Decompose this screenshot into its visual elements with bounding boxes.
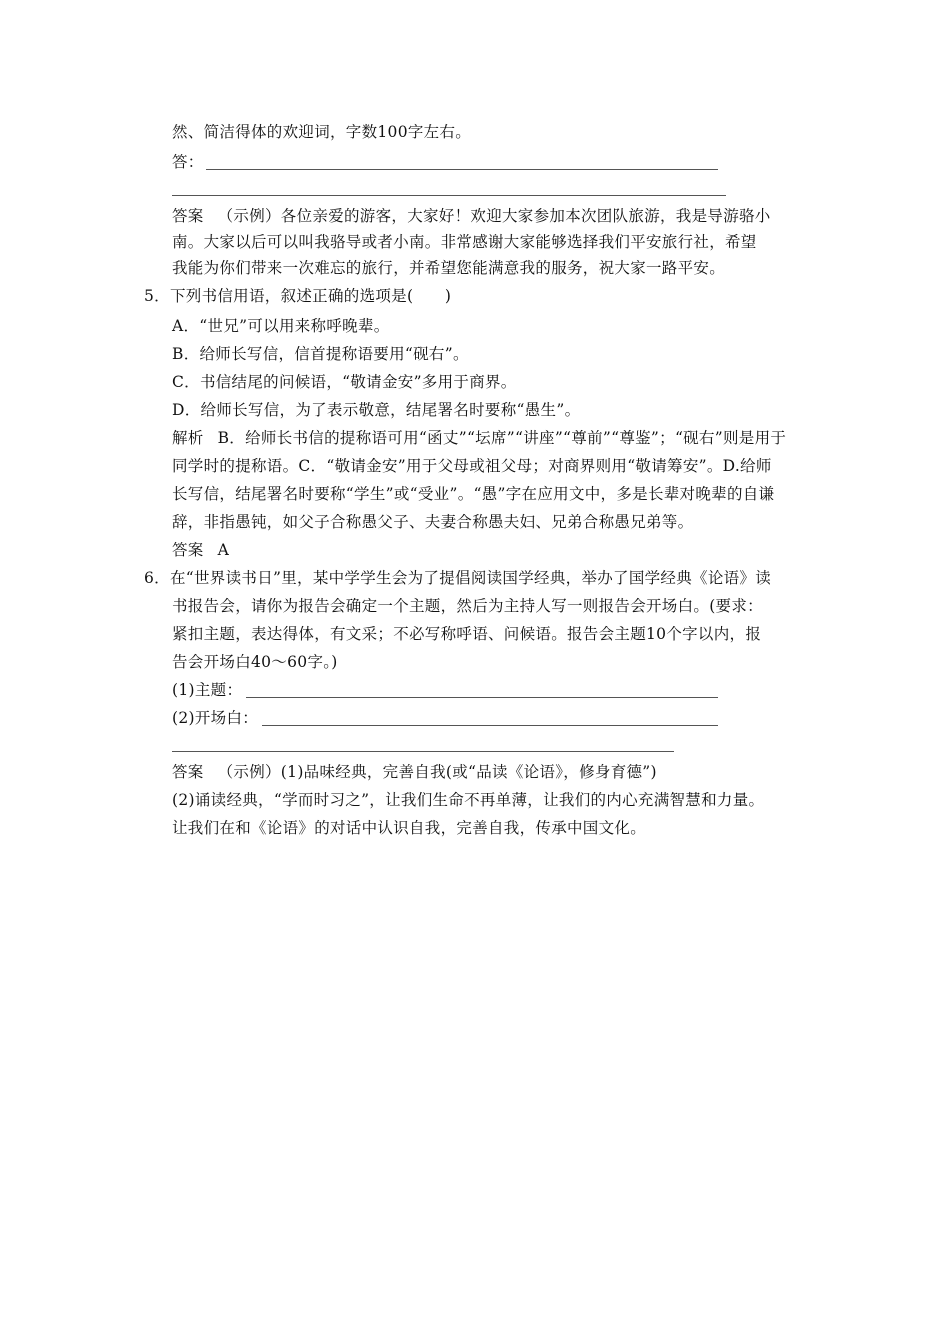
answer-prompt-label: 答： bbox=[172, 153, 204, 171]
question-5-number: 5． bbox=[144, 287, 170, 305]
question-6-answer-line-1: 答案 （示例）(1)品味经典，完善自我(或“品读《论语》，修身育德”) bbox=[172, 763, 657, 781]
question-4-answer-line-1: 答案 （示例）各位亲爱的游客，大家好！欢迎大家参加本次团队旅游，我是导游骆小 bbox=[172, 207, 771, 225]
question-5-analysis-line-2: 同学时的提称语。C．“敬请金安”用于父母或祖父母；对商界则用“敬请筹安”。D.给师 bbox=[172, 457, 772, 475]
question-6-stem-line-1: 6．在“世界读书日”里，某中学学生会为了提倡阅读国学经典，举办了国学经典《论语》读 bbox=[144, 569, 772, 587]
theme-blank-line bbox=[246, 697, 718, 698]
question-5-analysis-line-1: 解析 B．给师长书信的提称语可用“函丈”“坛席”“讲座”“尊前”“尊鉴”；“砚右”则是用于 bbox=[172, 429, 787, 447]
question-6-answer-line-2: (2)诵读经典，“学而时习之”，让我们生命不再单薄，让我们的内心充满智慧和力量。 bbox=[172, 791, 765, 809]
question-5-analysis-line-3: 长写信，结尾署名时要称“学生”或“受业”。“愚”字在应用文中，多是长辈对晚辈的自谦 bbox=[172, 485, 775, 503]
answer-blank-line-1 bbox=[206, 169, 718, 170]
question-5-option-b: B．给师长写信，信首提称语要用“砚右”。 bbox=[172, 345, 469, 363]
answer-label: 答案 bbox=[172, 541, 204, 559]
opening-blank-line-2 bbox=[172, 751, 674, 752]
question-5-stem: 5．下列书信用语，叙述正确的选项是( ) bbox=[144, 287, 452, 305]
theme-blank-label: (1)主题： bbox=[172, 681, 243, 699]
answer-label: 答案 bbox=[172, 207, 204, 225]
question-5-answer-value: A bbox=[217, 541, 230, 559]
question-5-option-a: A．“世兄”可以用来称呼晚辈。 bbox=[172, 317, 390, 335]
question-6-stem-line-3: 紧扣主题，表达得体，有文采；不必写称呼语、问候语。报告会主题10个字以内，报 bbox=[172, 625, 762, 643]
question-4-answer-line-2: 南。大家以后可以叫我骆导或者小南。非常感谢大家能够选择我们平安旅行社，希望 bbox=[172, 233, 757, 251]
question-5-analysis-line-4: 辞，非指愚钝，如父子合称愚父子、夫妻合称愚夫妇、兄弟合称愚兄弟等。 bbox=[172, 513, 694, 531]
question-4-tail: 然、简洁得体的欢迎词，字数100字左右。 bbox=[172, 123, 472, 141]
answer-label: 答案 bbox=[172, 763, 204, 781]
question-6-number: 6． bbox=[144, 569, 170, 587]
analysis-label: 解析 bbox=[172, 429, 204, 447]
question-6-stem-line-2: 书报告会，请你为报告会确定一个主题，然后为主持人写一则报告会开场白。(要求： bbox=[172, 597, 763, 615]
question-5-option-c: C．书信结尾的问候语，“敬请金安”多用于商界。 bbox=[172, 373, 517, 391]
question-4-answer-line-3: 我能为你们带来一次难忘的旅行，并希望您能满意我的服务，祝大家一路平安。 bbox=[172, 259, 726, 277]
question-6-answer-line-3: 让我们在和《论语》的对话中认识自我，完善自我，传承中国文化。 bbox=[172, 819, 647, 837]
answer-blank-line-2 bbox=[172, 195, 726, 196]
opening-blank-line-1 bbox=[262, 725, 718, 726]
opening-blank-label: (2)开场白： bbox=[172, 709, 259, 727]
question-5-option-d: D．给师长写信，为了表示敬意，结尾署名时要称“愚生”。 bbox=[172, 401, 581, 419]
question-6-stem-line-4: 告会开场白40～60字。) bbox=[172, 653, 338, 671]
question-5-answer bbox=[172, 540, 229, 560]
